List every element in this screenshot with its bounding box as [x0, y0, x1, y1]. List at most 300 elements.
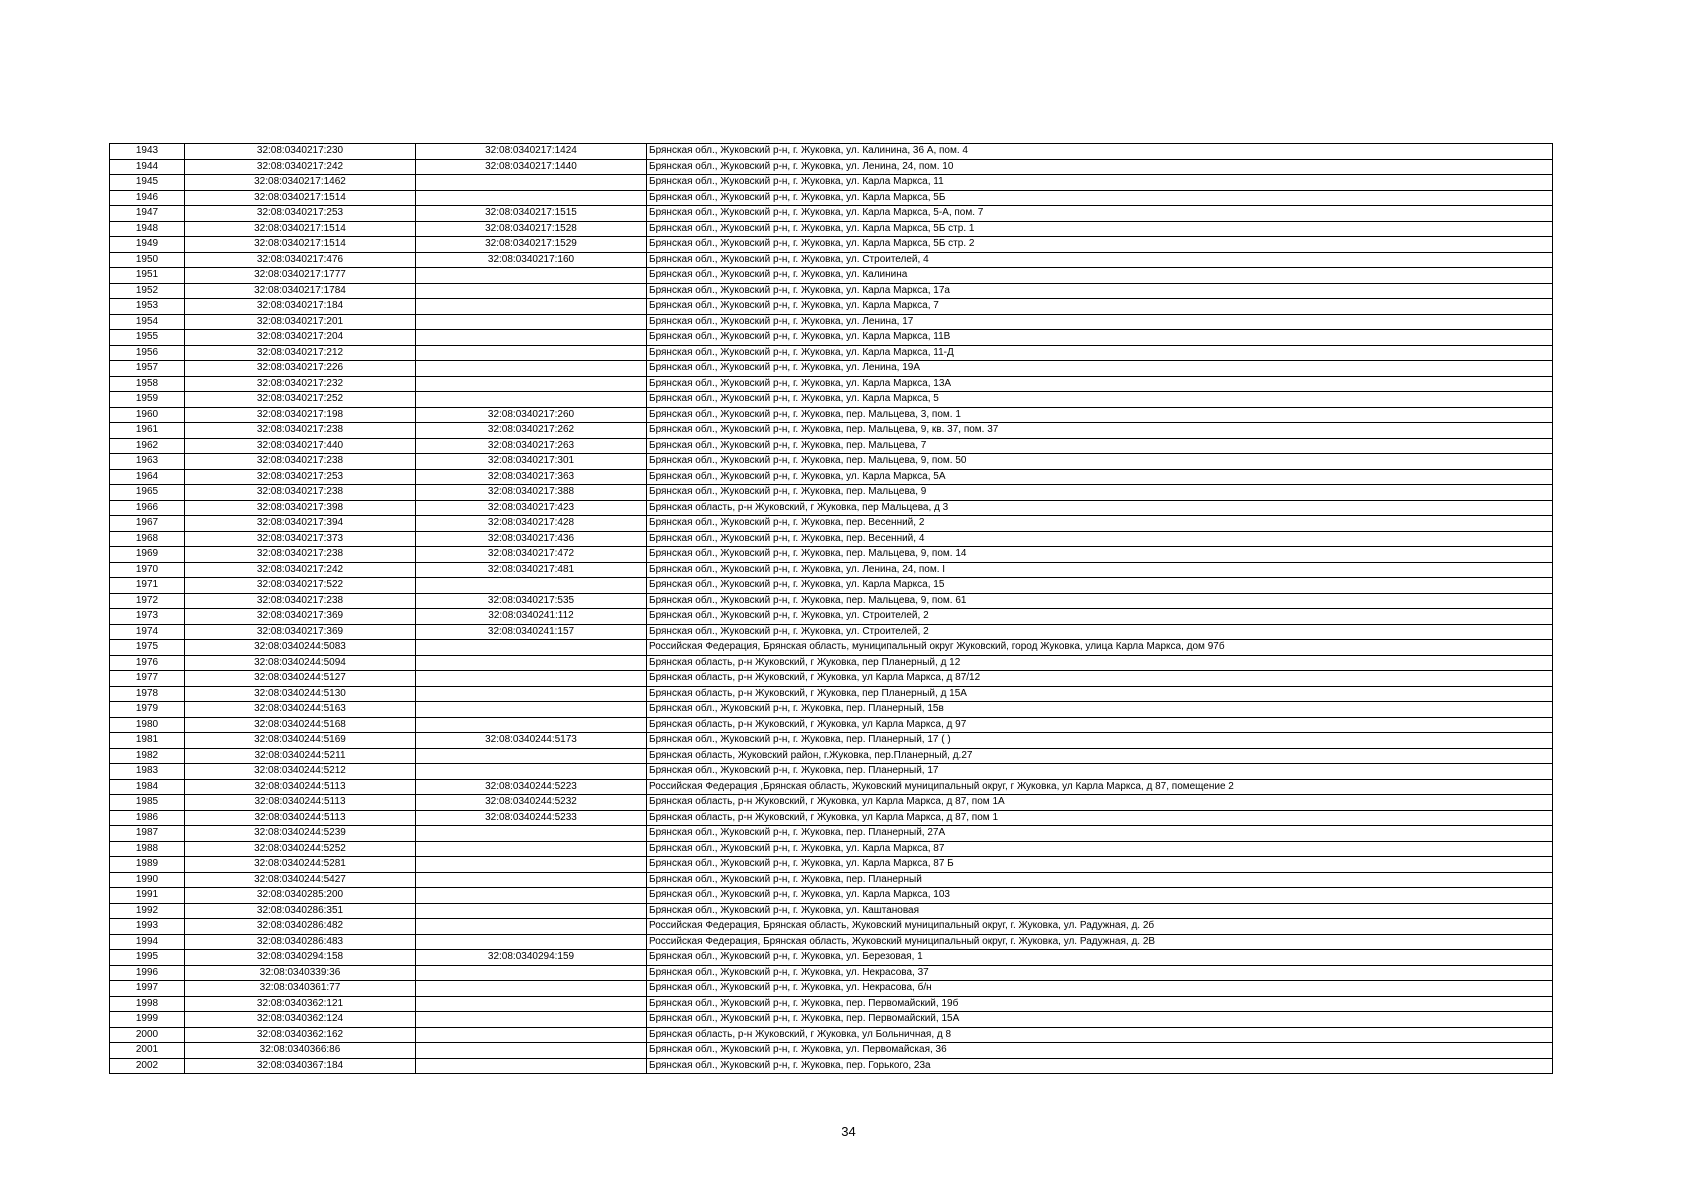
- cadastral-number-cell: 32:08:0340244:5083: [185, 640, 416, 656]
- address-cell: Брянская обл., Жуковский р-н, г. Жуковка, ул. Карла Маркса, 5-А, пом. 7: [647, 206, 1553, 222]
- parent-cadastral-number-cell: [416, 841, 647, 857]
- address-cell: Брянская обл., Жуковский р-н, г. Жуковка, пер. Горького, 23а: [647, 1058, 1553, 1074]
- address-cell: Российская Федерация, Брянская область, муниципальный округ Жуковский, город Жуковка, улица Карла Маркса, дом 97б: [647, 640, 1553, 656]
- address-cell: Брянская обл., Жуковский р-н, г. Жуковка, ул. Карла Маркса, 87 Б: [647, 857, 1553, 873]
- address-cell: Брянская обл., Жуковский р-н, г. Жуковка, пер. Планерный, 27А: [647, 826, 1553, 842]
- parent-cadastral-number-cell: [416, 392, 647, 408]
- parent-cadastral-number-cell: [416, 996, 647, 1012]
- table-row: [110, 500, 1553, 516]
- row-number-cell: 1983: [110, 764, 185, 780]
- row-number-cell: 2000: [110, 1027, 185, 1043]
- cadastral-number-cell: 32:08:0340362:124: [185, 1012, 416, 1028]
- row-number-cell: 1960: [110, 407, 185, 423]
- table-row: [110, 469, 1553, 485]
- address-cell: Российская Федерация, Брянская область, Жуковский муниципальный округ, г. Жуковка, ул. Радужная, д. 2В: [647, 934, 1553, 950]
- cadastral-number-cell: 32:08:0340217:394: [185, 516, 416, 532]
- cadastral-number-cell: 32:08:0340361:77: [185, 981, 416, 997]
- address-cell: Брянская обл., Жуковский р-н, г. Жуковка, пер. Весенний, 2: [647, 516, 1553, 532]
- row-number-cell: 1994: [110, 934, 185, 950]
- parent-cadastral-number-cell: 32:08:0340217:1515: [416, 206, 647, 222]
- table-row: [110, 314, 1553, 330]
- row-number-cell: 1949: [110, 237, 185, 253]
- row-number-cell: 1946: [110, 190, 185, 206]
- cadastral-number-cell: 32:08:0340217:252: [185, 392, 416, 408]
- address-cell: Брянская обл., Жуковский р-н, г. Жуковка, ул. Карла Маркса, 103: [647, 888, 1553, 904]
- table-row: [110, 655, 1553, 671]
- address-cell: Брянская обл., Жуковский р-н, г. Жуковка, ул. Строителей, 2: [647, 609, 1553, 625]
- address-cell: Брянская область, р-н Жуковский, г Жуковка, пер Планерный, д 12: [647, 655, 1553, 671]
- row-number-cell: 1991: [110, 888, 185, 904]
- parent-cadastral-number-cell: [416, 671, 647, 687]
- row-number-cell: 1953: [110, 299, 185, 315]
- address-cell: Брянская обл., Жуковский р-н, г. Жуковка, ул. Карла Маркса, 11: [647, 175, 1553, 191]
- table-row: [110, 578, 1553, 594]
- address-cell: Брянская обл., Жуковский р-н, г. Жуковка, ул. Карла Маркса, 11В: [647, 330, 1553, 346]
- table-row: [110, 1043, 1553, 1059]
- table-row: [110, 407, 1553, 423]
- cadastral-number-cell: 32:08:0340217:212: [185, 345, 416, 361]
- parent-cadastral-number-cell: [416, 857, 647, 873]
- cadastral-number-cell: 32:08:0340244:5113: [185, 779, 416, 795]
- cadastral-number-cell: 32:08:0340286:482: [185, 919, 416, 935]
- row-number-cell: 1990: [110, 872, 185, 888]
- address-cell: Брянская обл., Жуковский р-н, г. Жуковка, пер. Планерный, 17 ( ): [647, 733, 1553, 749]
- table-row: [110, 857, 1553, 873]
- parent-cadastral-number-cell: [416, 717, 647, 733]
- parent-cadastral-number-cell: [416, 330, 647, 346]
- parent-cadastral-number-cell: [416, 376, 647, 392]
- cadastral-number-cell: 32:08:0340217:253: [185, 469, 416, 485]
- address-cell: Брянская обл., Жуковский р-н, г. Жуковка, ул. Строителей, 4: [647, 252, 1553, 268]
- table-row: [110, 283, 1553, 299]
- address-cell: Брянская обл., Жуковский р-н, г. Жуковка, ул. Карла Маркса, 5А: [647, 469, 1553, 485]
- table-row: [110, 593, 1553, 609]
- address-cell: Брянская область, р-н Жуковский, г Жуковка, ул Карла Маркса, д 87, пом 1: [647, 810, 1553, 826]
- cadastral-number-cell: 32:08:0340244:5427: [185, 872, 416, 888]
- parent-cadastral-number-cell: [416, 361, 647, 377]
- parent-cadastral-number-cell: [416, 175, 647, 191]
- table-row: [110, 671, 1553, 687]
- address-cell: Брянская область, р-н Жуковский, г Жуковка, пер Планерный, д 15А: [647, 686, 1553, 702]
- cadastral-number-cell: 32:08:0340217:238: [185, 485, 416, 501]
- parent-cadastral-number-cell: [416, 299, 647, 315]
- cadastral-number-cell: 32:08:0340217:1777: [185, 268, 416, 284]
- address-cell: Брянская обл., Жуковский р-н, г. Жуковка, пер. Мальцева, 9, пом. 50: [647, 454, 1553, 470]
- cadastral-number-cell: 32:08:0340286:483: [185, 934, 416, 950]
- parent-cadastral-number-cell: [416, 686, 647, 702]
- registry-table-body: [110, 144, 1553, 1074]
- cadastral-number-cell: 32:08:0340217:440: [185, 438, 416, 454]
- row-number-cell: 1981: [110, 733, 185, 749]
- parent-cadastral-number-cell: 32:08:0340217:428: [416, 516, 647, 532]
- parent-cadastral-number-cell: 32:08:0340217:301: [416, 454, 647, 470]
- parent-cadastral-number-cell: [416, 826, 647, 842]
- table-row: [110, 1027, 1553, 1043]
- parent-cadastral-number-cell: 32:08:0340217:388: [416, 485, 647, 501]
- row-number-cell: 1972: [110, 593, 185, 609]
- address-cell: Брянская обл., Жуковский р-н, г. Жуковка, ул. Карла Маркса, 5Б: [647, 190, 1553, 206]
- table-row: [110, 237, 1553, 253]
- parent-cadastral-number-cell: [416, 981, 647, 997]
- address-cell: Брянская обл., Жуковский р-н, г. Жуковка, пер. Весенний, 4: [647, 531, 1553, 547]
- parent-cadastral-number-cell: [416, 1012, 647, 1028]
- table-row: [110, 764, 1553, 780]
- parent-cadastral-number-cell: 32:08:0340217:160: [416, 252, 647, 268]
- cadastral-number-cell: 32:08:0340217:238: [185, 423, 416, 439]
- cadastral-number-cell: 32:08:0340217:238: [185, 454, 416, 470]
- cadastral-number-cell: 32:08:0340217:230: [185, 144, 416, 160]
- cadastral-number-cell: 32:08:0340362:162: [185, 1027, 416, 1043]
- parent-cadastral-number-cell: 32:08:0340241:157: [416, 624, 647, 640]
- table-row: [110, 702, 1553, 718]
- parent-cadastral-number-cell: 32:08:0340244:5223: [416, 779, 647, 795]
- address-cell: Брянская обл., Жуковский р-н, г. Жуковка, ул. Карла Маркса, 17а: [647, 283, 1553, 299]
- parent-cadastral-number-cell: 32:08:0340217:1528: [416, 221, 647, 237]
- cadastral-number-cell: 32:08:0340286:351: [185, 903, 416, 919]
- parent-cadastral-number-cell: 32:08:0340217:260: [416, 407, 647, 423]
- parent-cadastral-number-cell: [416, 903, 647, 919]
- address-cell: Брянская обл., Жуковский р-н, г. Жуковка, ул. Первомайская, 36: [647, 1043, 1553, 1059]
- address-cell: Российская Федерация, Брянская область, Жуковский муниципальный округ, г. Жуковка, ул. Радужная, д. 2б: [647, 919, 1553, 935]
- table-row: [110, 903, 1553, 919]
- parent-cadastral-number-cell: 32:08:0340217:262: [416, 423, 647, 439]
- table-row: [110, 516, 1553, 532]
- table-row: [110, 547, 1553, 563]
- row-number-cell: 1951: [110, 268, 185, 284]
- address-cell: Брянская обл., Жуковский р-н, г. Жуковка, ул. Карла Маркса, 15: [647, 578, 1553, 594]
- row-number-cell: 1948: [110, 221, 185, 237]
- row-number-cell: 1952: [110, 283, 185, 299]
- address-cell: Брянская обл., Жуковский р-н, г. Жуковка, ул. Карла Маркса, 7: [647, 299, 1553, 315]
- cadastral-number-cell: 32:08:0340217:1514: [185, 190, 416, 206]
- table-row: [110, 454, 1553, 470]
- cadastral-number-cell: 32:08:0340217:238: [185, 547, 416, 563]
- address-cell: Брянская обл., Жуковский р-н, г. Жуковка, ул. Карла Маркса, 5Б стр. 2: [647, 237, 1553, 253]
- cadastral-number-cell: 32:08:0340244:5113: [185, 795, 416, 811]
- table-row: [110, 485, 1553, 501]
- row-number-cell: 1943: [110, 144, 185, 160]
- parent-cadastral-number-cell: 32:08:0340244:5232: [416, 795, 647, 811]
- cadastral-number-cell: 32:08:0340339:36: [185, 965, 416, 981]
- address-cell: Брянская обл., Жуковский р-н, г. Жуковка, ул. Ленина, 24, пом. I: [647, 562, 1553, 578]
- table-row: [110, 562, 1553, 578]
- address-cell: Брянская область, р-н Жуковский, г Жуковка, ул Карла Маркса, д 87/12: [647, 671, 1553, 687]
- cadastral-number-cell: 32:08:0340244:5212: [185, 764, 416, 780]
- table-row: [110, 221, 1553, 237]
- registry-table: [109, 143, 1553, 1074]
- table-row: [110, 609, 1553, 625]
- table-row: [110, 330, 1553, 346]
- table-row: [110, 795, 1553, 811]
- address-cell: Брянская обл., Жуковский р-н, г. Жуковка, ул. Ленина, 19А: [647, 361, 1553, 377]
- cadastral-number-cell: 32:08:0340285:200: [185, 888, 416, 904]
- address-cell: Брянская обл., Жуковский р-н, г. Жуковка, пер. Мальцева, 9, пом. 61: [647, 593, 1553, 609]
- table-row: [110, 841, 1553, 857]
- cadastral-number-cell: 32:08:0340217:204: [185, 330, 416, 346]
- address-cell: Брянская область, р-н Жуковский, г Жуковка, ул Карла Маркса, д 87, пом 1А: [647, 795, 1553, 811]
- table-row: [110, 299, 1553, 315]
- parent-cadastral-number-cell: [416, 1027, 647, 1043]
- address-cell: Брянская обл., Жуковский р-н, г. Жуковка, пер. Планерный, 17: [647, 764, 1553, 780]
- table-row: [110, 1058, 1553, 1074]
- row-number-cell: 1969: [110, 547, 185, 563]
- row-number-cell: 1959: [110, 392, 185, 408]
- cadastral-number-cell: 32:08:0340217:522: [185, 578, 416, 594]
- parent-cadastral-number-cell: 32:08:0340217:1529: [416, 237, 647, 253]
- cadastral-number-cell: 32:08:0340367:184: [185, 1058, 416, 1074]
- address-cell: Брянская область, р-н Жуковский, г Жуковка, ул Больничная, д 8: [647, 1027, 1553, 1043]
- row-number-cell: 1961: [110, 423, 185, 439]
- parent-cadastral-number-cell: [416, 314, 647, 330]
- parent-cadastral-number-cell: 32:08:0340217:535: [416, 593, 647, 609]
- table-row: [110, 624, 1553, 640]
- cadastral-number-cell: 32:08:0340217:1462: [185, 175, 416, 191]
- address-cell: Брянская обл., Жуковский р-н, г. Жуковка, ул. Карла Маркса, 87: [647, 841, 1553, 857]
- cadastral-number-cell: 32:08:0340244:5127: [185, 671, 416, 687]
- row-number-cell: 1965: [110, 485, 185, 501]
- row-number-cell: 1963: [110, 454, 185, 470]
- address-cell: Брянская обл., Жуковский р-н, г. Жуковка, пер. Планерный: [647, 872, 1553, 888]
- parent-cadastral-number-cell: 32:08:0340217:436: [416, 531, 647, 547]
- address-cell: Брянская обл., Жуковский р-н, г. Жуковка, пер. Мальцева, 9, кв. 37, пом. 37: [647, 423, 1553, 439]
- parent-cadastral-number-cell: 32:08:0340217:1424: [416, 144, 647, 160]
- table-row: [110, 717, 1553, 733]
- cadastral-number-cell: 32:08:0340217:476: [185, 252, 416, 268]
- parent-cadastral-number-cell: [416, 190, 647, 206]
- row-number-cell: 1968: [110, 531, 185, 547]
- cadastral-number-cell: 32:08:0340217:369: [185, 609, 416, 625]
- address-cell: Брянская обл., Жуковский р-н, г. Жуковка, пер. Первомайский, 19б: [647, 996, 1553, 1012]
- table-row: [110, 965, 1553, 981]
- cadastral-number-cell: 32:08:0340217:1784: [185, 283, 416, 299]
- cadastral-number-cell: 32:08:0340244:5169: [185, 733, 416, 749]
- table-row: [110, 872, 1553, 888]
- table-row: [110, 934, 1553, 950]
- address-cell: Брянская обл., Жуковский р-н, г. Жуковка, пер. Мальцева, 3, пом. 1: [647, 407, 1553, 423]
- cadastral-number-cell: 32:08:0340362:121: [185, 996, 416, 1012]
- parent-cadastral-number-cell: [416, 1043, 647, 1059]
- table-row: [110, 779, 1553, 795]
- cadastral-number-cell: 32:08:0340217:198: [185, 407, 416, 423]
- cadastral-number-cell: 32:08:0340217:398: [185, 500, 416, 516]
- cadastral-number-cell: 32:08:0340244:5239: [185, 826, 416, 842]
- row-number-cell: 1999: [110, 1012, 185, 1028]
- table-row: [110, 190, 1553, 206]
- cadastral-number-cell: 32:08:0340366:86: [185, 1043, 416, 1059]
- cadastral-number-cell: 32:08:0340244:5168: [185, 717, 416, 733]
- parent-cadastral-number-cell: [416, 872, 647, 888]
- table-row: [110, 733, 1553, 749]
- row-number-cell: 1955: [110, 330, 185, 346]
- row-number-cell: 1954: [110, 314, 185, 330]
- row-number-cell: 1964: [110, 469, 185, 485]
- cadastral-number-cell: 32:08:0340244:5113: [185, 810, 416, 826]
- row-number-cell: 1984: [110, 779, 185, 795]
- table-row: [110, 826, 1553, 842]
- parent-cadastral-number-cell: 32:08:0340217:363: [416, 469, 647, 485]
- parent-cadastral-number-cell: [416, 934, 647, 950]
- row-number-cell: 1998: [110, 996, 185, 1012]
- row-number-cell: 1982: [110, 748, 185, 764]
- table-row: [110, 175, 1553, 191]
- address-cell: Брянская обл., Жуковский р-н, г. Жуковка, ул. Калинина: [647, 268, 1553, 284]
- row-number-cell: 1945: [110, 175, 185, 191]
- address-cell: Брянская обл., Жуковский р-н, г. Жуковка, ул. Ленина, 24, пом. 10: [647, 159, 1553, 175]
- parent-cadastral-number-cell: [416, 702, 647, 718]
- cadastral-number-cell: 32:08:0340217:184: [185, 299, 416, 315]
- table-row: [110, 376, 1553, 392]
- parent-cadastral-number-cell: 32:08:0340217:263: [416, 438, 647, 454]
- table-row: [110, 438, 1553, 454]
- address-cell: Брянская обл., Жуковский р-н, г. Жуковка, ул. Некрасова, 37: [647, 965, 1553, 981]
- address-cell: Брянская обл., Жуковский р-н, г. Жуковка, пер. Мальцева, 9, пом. 14: [647, 547, 1553, 563]
- cadastral-number-cell: 32:08:0340217:226: [185, 361, 416, 377]
- parent-cadastral-number-cell: [416, 764, 647, 780]
- row-number-cell: 1989: [110, 857, 185, 873]
- row-number-cell: 1975: [110, 640, 185, 656]
- row-number-cell: 1976: [110, 655, 185, 671]
- cadastral-number-cell: 32:08:0340217:373: [185, 531, 416, 547]
- table-row: [110, 252, 1553, 268]
- parent-cadastral-number-cell: [416, 345, 647, 361]
- table-row: [110, 919, 1553, 935]
- parent-cadastral-number-cell: 32:08:0340244:5233: [416, 810, 647, 826]
- cadastral-number-cell: 32:08:0340217:242: [185, 562, 416, 578]
- cadastral-number-cell: 32:08:0340217:242: [185, 159, 416, 175]
- parent-cadastral-number-cell: 32:08:0340217:481: [416, 562, 647, 578]
- parent-cadastral-number-cell: 32:08:0340217:423: [416, 500, 647, 516]
- address-cell: Брянская обл., Жуковский р-н, г. Жуковка, ул. Карла Маркса, 5: [647, 392, 1553, 408]
- cadastral-number-cell: 32:08:0340244:5130: [185, 686, 416, 702]
- cadastral-number-cell: 32:08:0340244:5281: [185, 857, 416, 873]
- row-number-cell: 1950: [110, 252, 185, 268]
- address-cell: Брянская обл., Жуковский р-н, г. Жуковка, ул. Карла Маркса, 13А: [647, 376, 1553, 392]
- row-number-cell: 1971: [110, 578, 185, 594]
- address-cell: Брянская обл., Жуковский р-н, г. Жуковка, пер. Планерный, 15в: [647, 702, 1553, 718]
- cadastral-number-cell: 32:08:0340217:369: [185, 624, 416, 640]
- address-cell: Брянская обл., Жуковский р-н, г. Жуковка, ул. Березовая, 1: [647, 950, 1553, 966]
- parent-cadastral-number-cell: [416, 655, 647, 671]
- table-row: [110, 206, 1553, 222]
- address-cell: Брянская обл., Жуковский р-н, г. Жуковка, ул. Каштановая: [647, 903, 1553, 919]
- cadastral-number-cell: 32:08:0340217:201: [185, 314, 416, 330]
- table-row: [110, 686, 1553, 702]
- table-row: [110, 144, 1553, 160]
- table-row: [110, 361, 1553, 377]
- parent-cadastral-number-cell: [416, 283, 647, 299]
- row-number-cell: 1944: [110, 159, 185, 175]
- address-cell: Брянская обл., Жуковский р-н, г. Жуковка, пер. Первомайский, 15А: [647, 1012, 1553, 1028]
- table-row: [110, 981, 1553, 997]
- row-number-cell: 1996: [110, 965, 185, 981]
- parent-cadastral-number-cell: [416, 748, 647, 764]
- cadastral-number-cell: 32:08:0340217:1514: [185, 237, 416, 253]
- address-cell: Брянская обл., Жуковский р-н, г. Жуковка, ул. Некрасова, б/н: [647, 981, 1553, 997]
- parent-cadastral-number-cell: [416, 919, 647, 935]
- row-number-cell: 1973: [110, 609, 185, 625]
- row-number-cell: 1966: [110, 500, 185, 516]
- row-number-cell: 1993: [110, 919, 185, 935]
- row-number-cell: 2001: [110, 1043, 185, 1059]
- table-row: [110, 531, 1553, 547]
- parent-cadastral-number-cell: [416, 1058, 647, 1074]
- parent-cadastral-number-cell: [416, 268, 647, 284]
- row-number-cell: 1957: [110, 361, 185, 377]
- row-number-cell: 1992: [110, 903, 185, 919]
- parent-cadastral-number-cell: [416, 888, 647, 904]
- address-cell: Брянская обл., Жуковский р-н, г. Жуковка, ул. Строителей, 2: [647, 624, 1553, 640]
- row-number-cell: 1958: [110, 376, 185, 392]
- table-row: [110, 748, 1553, 764]
- table-row: [110, 950, 1553, 966]
- table-row: [110, 423, 1553, 439]
- row-number-cell: 1997: [110, 981, 185, 997]
- parent-cadastral-number-cell: 32:08:0340217:472: [416, 547, 647, 563]
- row-number-cell: 1986: [110, 810, 185, 826]
- parent-cadastral-number-cell: 32:08:0340294:159: [416, 950, 647, 966]
- table-row: [110, 159, 1553, 175]
- row-number-cell: 1985: [110, 795, 185, 811]
- parent-cadastral-number-cell: 32:08:0340244:5173: [416, 733, 647, 749]
- table-row: [110, 888, 1553, 904]
- address-cell: Брянская область, р-н Жуковский, г Жуковка, ул Карла Маркса, д 97: [647, 717, 1553, 733]
- address-cell: Брянская обл., Жуковский р-н, г. Жуковка, пер. Мальцева, 9: [647, 485, 1553, 501]
- address-cell: Брянская область, р-н Жуковский, г Жуковка, пер Мальцева, д 3: [647, 500, 1553, 516]
- row-number-cell: 1967: [110, 516, 185, 532]
- row-number-cell: 1978: [110, 686, 185, 702]
- row-number-cell: 1974: [110, 624, 185, 640]
- page-number: 34: [841, 1124, 856, 1139]
- table-row: [110, 640, 1553, 656]
- table-row: [110, 996, 1553, 1012]
- cadastral-number-cell: 32:08:0340217:1514: [185, 221, 416, 237]
- address-cell: Брянская обл., Жуковский р-н, г. Жуковка, пер. Мальцева, 7: [647, 438, 1553, 454]
- cadastral-number-cell: 32:08:0340217:253: [185, 206, 416, 222]
- address-cell: Брянская область, Жуковский район, г.Жуковка, пер.Планерный, д.27: [647, 748, 1553, 764]
- table-row: [110, 810, 1553, 826]
- cadastral-number-cell: 32:08:0340244:5163: [185, 702, 416, 718]
- address-cell: Российская Федерация ,Брянская область, Жуковский муниципальный округ, г Жуковка, ул Карла Маркса, д 87, помещение 2: [647, 779, 1553, 795]
- row-number-cell: 1980: [110, 717, 185, 733]
- cadastral-number-cell: 32:08:0340244:5211: [185, 748, 416, 764]
- cadastral-number-cell: 32:08:0340217:232: [185, 376, 416, 392]
- row-number-cell: 1947: [110, 206, 185, 222]
- parent-cadastral-number-cell: [416, 640, 647, 656]
- row-number-cell: 1988: [110, 841, 185, 857]
- row-number-cell: 1979: [110, 702, 185, 718]
- cadastral-number-cell: 32:08:0340294:158: [185, 950, 416, 966]
- parent-cadastral-number-cell: [416, 578, 647, 594]
- row-number-cell: 1987: [110, 826, 185, 842]
- row-number-cell: 1995: [110, 950, 185, 966]
- cadastral-number-cell: 32:08:0340244:5252: [185, 841, 416, 857]
- address-cell: Брянская обл., Жуковский р-н, г. Жуковка, ул. Карла Маркса, 11-Д: [647, 345, 1553, 361]
- row-number-cell: 1977: [110, 671, 185, 687]
- cadastral-number-cell: 32:08:0340244:5094: [185, 655, 416, 671]
- address-cell: Брянская обл., Жуковский р-н, г. Жуковка, ул. Ленина, 17: [647, 314, 1553, 330]
- table-row: [110, 268, 1553, 284]
- table-row: [110, 1012, 1553, 1028]
- address-cell: Брянская обл., Жуковский р-н, г. Жуковка, ул. Калинина, 36 А, пом. 4: [647, 144, 1553, 160]
- parent-cadastral-number-cell: 32:08:0340217:1440: [416, 159, 647, 175]
- row-number-cell: 1956: [110, 345, 185, 361]
- cadastral-number-cell: 32:08:0340217:238: [185, 593, 416, 609]
- parent-cadastral-number-cell: 32:08:0340241:112: [416, 609, 647, 625]
- table-row: [110, 392, 1553, 408]
- table-row: [110, 345, 1553, 361]
- row-number-cell: 2002: [110, 1058, 185, 1074]
- row-number-cell: 1970: [110, 562, 185, 578]
